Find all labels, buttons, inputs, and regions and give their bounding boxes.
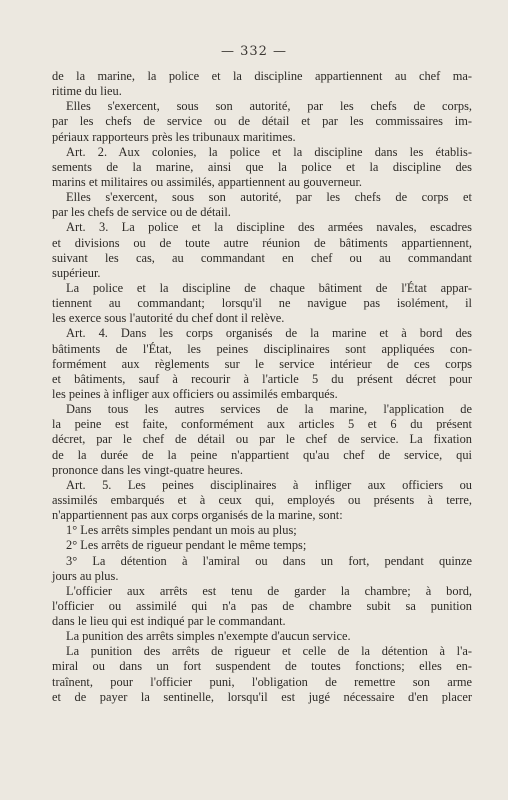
page-number-header: — 332 — [220,44,288,59]
text-line: n'appartiennent pas aux corps organisés de la marine, sont: [52,508,343,523]
text-line: et divisions ou de toute autre réunion de bâtiments appartiennent, [52,235,472,250]
text-line: traînent, pour l'officier puni, l'obligation de remettre son arme [52,674,472,689]
text-line: La punition des arrêts de rigueur et celle de la détention à l'a- [66,644,472,659]
text-line: Art. 5. Les peines disciplinaires à infliger aux officiers ou [66,477,472,492]
text-line: Art. 2. Aux colonies, la police et la discipline dans les établis- [66,144,472,159]
text-line: décret, par le chef de détail ou par le chef de service. La fixation [52,432,472,447]
text-line: jours au plus. [52,568,119,583]
text-line: périaux rapporteurs près les tribunaux maritimes. [52,129,296,144]
text-line: par les chefs de service ou de détail et par les commissaires im- [52,114,472,129]
text-line: 3° La détention à l'amiral ou dans un fort, pendant quinze [66,553,472,568]
text-line: Elles s'exercent, sous son autorité, par les chefs de corps, [66,99,472,114]
text-line: Art. 3. La police et la discipline des armées navales, escadres [66,220,472,235]
text-line: assimilés embarqués et à ceux qui, employés ou présents à terre, [52,492,472,507]
text-line: prononce dans les vingt-quatre heures. [52,462,243,477]
text-line: La punition des arrêts simples n'exempte d'aucun service. [66,629,351,644]
text-line: la peine est faite, conformément aux articles 5 et 6 du présent [52,417,472,432]
text-line: les peines à infliger aux officiers ou assimilés embarqués. [52,386,338,401]
text-line: Art. 4. Dans les corps organisés de la marine et à bord des [66,326,472,341]
text-line: sements de la marine, ainsi que la police et la discipline des [52,159,472,174]
text-line: Dans tous les autres services de la marine, l'application de [66,402,472,417]
text-line: Elles s'exercent, sous son autorité, par les chefs de corps et [66,190,472,205]
text-line: supérieur. [52,265,101,280]
text-line: 1° Les arrêts simples pendant un mois au plus; [66,523,297,538]
text-line: La police et la discipline de chaque bâtiment de l'État appar- [66,280,472,295]
text-line: ritime du lieu. [52,84,122,99]
text-line: miral ou dans un fort suspendent de toutes fonctions; elles en- [52,659,472,674]
text-line: formément aux règlements sur le service intérieur de ces corps [52,356,472,371]
text-line: 2° Les arrêts de rigueur pendant le même temps; [66,538,307,553]
text-line: et bâtiments, sauf à recourir à l'article 5 du présent décret pour [52,371,472,386]
text-line: par les chefs de service ou de détail. [52,205,231,220]
text-line: bâtiments de l'État, les peines disciplinaires sont appliquées con- [52,341,472,356]
body-text [52,69,472,705]
text-line: de la durée de la peine n'appartient qu'au chef de service, qui [52,447,472,462]
text-line: et de payer la sentinelle, lorsqu'il est jugé nécessaire d'en placer [52,689,472,704]
text-line: les exerce sous l'autorité du chef dont il relève. [52,311,285,326]
text-line: tiennent au commandant; lorsqu'il ne navigue pas isolément, il [52,296,472,311]
text-line: L'officier aux arrêts est tenu de garder la chambre; à bord, [66,583,472,598]
text-line: de la marine, la police et la discipline appartiennent au chef ma- [52,69,472,83]
text-line: dans le lieu qui est indiqué par le commandant. [52,614,286,629]
text-line: l'officier ou assimilé qui n'a pas de chambre subit sa punition [52,598,472,613]
text-line: suivant les cas, au commandant en chef ou au commandant [52,250,472,265]
text-line: marins et militaires ou assimilés, appartiennent au gouverneur. [52,174,363,189]
